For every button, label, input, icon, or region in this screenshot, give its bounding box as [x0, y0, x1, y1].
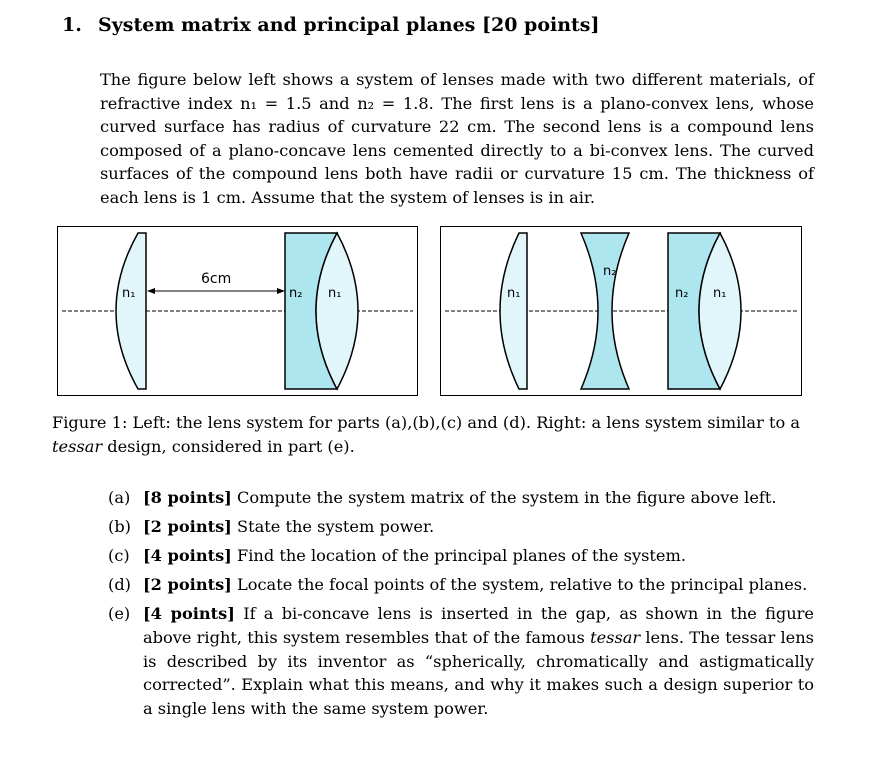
part-c	[108, 544, 814, 568]
intro-paragraph: The figure below left shows a system of lenses made with two different materials, of refractive index n₁ = 1.5 and n₂ = 1.8. The first lens is a plano-convex lens, whose curved surface has radius of curvature 22 cm. The second lens is a compound lens composed of a plano-concave lens cemented directly to a bi-convex lens. The curved surfaces of the compound lens both have radii or curvature 15 cm. The thickness of each lens is 1 cm. Assume that the system of lenses is in air.	[100, 70, 814, 207]
part-points: [8 points]	[143, 488, 232, 507]
problem-heading	[62, 14, 600, 36]
part-text: Find the location of the principal planes of the system.	[237, 546, 686, 566]
part-points: [4 points]	[143, 546, 232, 566]
plano-convex-lens	[500, 233, 527, 389]
part-text-after: lens. The tessar lens is described by its inventor as “spherically, chromatically and astigmatically corrected”. Explain what this means, and why it makes such a design superior to a single lens with the same system power.	[143, 627, 814, 718]
part-points: [4 points]	[143, 604, 235, 624]
figure-right-svg	[441, 227, 801, 395]
question-parts	[108, 486, 814, 726]
distance-arrow-right	[277, 288, 285, 294]
n2-label-compound: n₂	[289, 286, 303, 301]
n1-label-compound: n₁	[328, 286, 342, 301]
figure-caption	[52, 411, 814, 458]
part-points: [2 points]	[143, 575, 232, 595]
problem-number: 1.	[62, 14, 82, 36]
caption-suffix: design, considered in part (e).	[102, 436, 355, 456]
n1-label-compound: n₁	[713, 286, 727, 301]
part-text-before: If a bi-concave lens is inserted in the gap, as shown in the figure above right, this system resembles that of the famous	[143, 604, 814, 647]
part-label: (b)	[108, 517, 131, 537]
part-text-emphasis: tessar	[590, 627, 641, 647]
n1-label-lens1: n₁	[122, 286, 136, 301]
n1-label-lens1: n₁	[507, 286, 521, 301]
part-label: (d)	[108, 575, 131, 595]
problem-title: System matrix and principal planes [20 points]	[98, 14, 600, 36]
n2-label-compound: n₂	[675, 286, 689, 301]
caption-emphasis: tessar	[52, 436, 103, 456]
part-b	[108, 515, 814, 539]
plano-convex-lens	[116, 233, 146, 389]
caption-prefix: Figure 1: Left: the lens system for parts (a),(b),(c) and (d). Right: a lens system similar to a	[52, 413, 801, 432]
figure-right	[440, 226, 802, 396]
part-e	[108, 602, 814, 720]
n2-label-biconcave: n₂	[603, 264, 617, 279]
part-text: Compute the system matrix of the system in the figure above left.	[237, 488, 777, 507]
part-label: (c)	[108, 546, 130, 566]
distance-arrow-left	[147, 288, 155, 294]
part-label: (e)	[108, 604, 131, 624]
part-text: Locate the focal points of the system, relative to the principal planes.	[237, 575, 808, 595]
part-a	[108, 486, 814, 510]
distance-label: 6cm	[201, 271, 232, 287]
part-label: (a)	[108, 488, 131, 507]
part-points: [2 points]	[143, 517, 232, 537]
figure-left-svg	[58, 227, 417, 395]
figure-left	[57, 226, 418, 396]
part-d	[108, 573, 814, 597]
part-text: State the system power.	[237, 517, 435, 537]
